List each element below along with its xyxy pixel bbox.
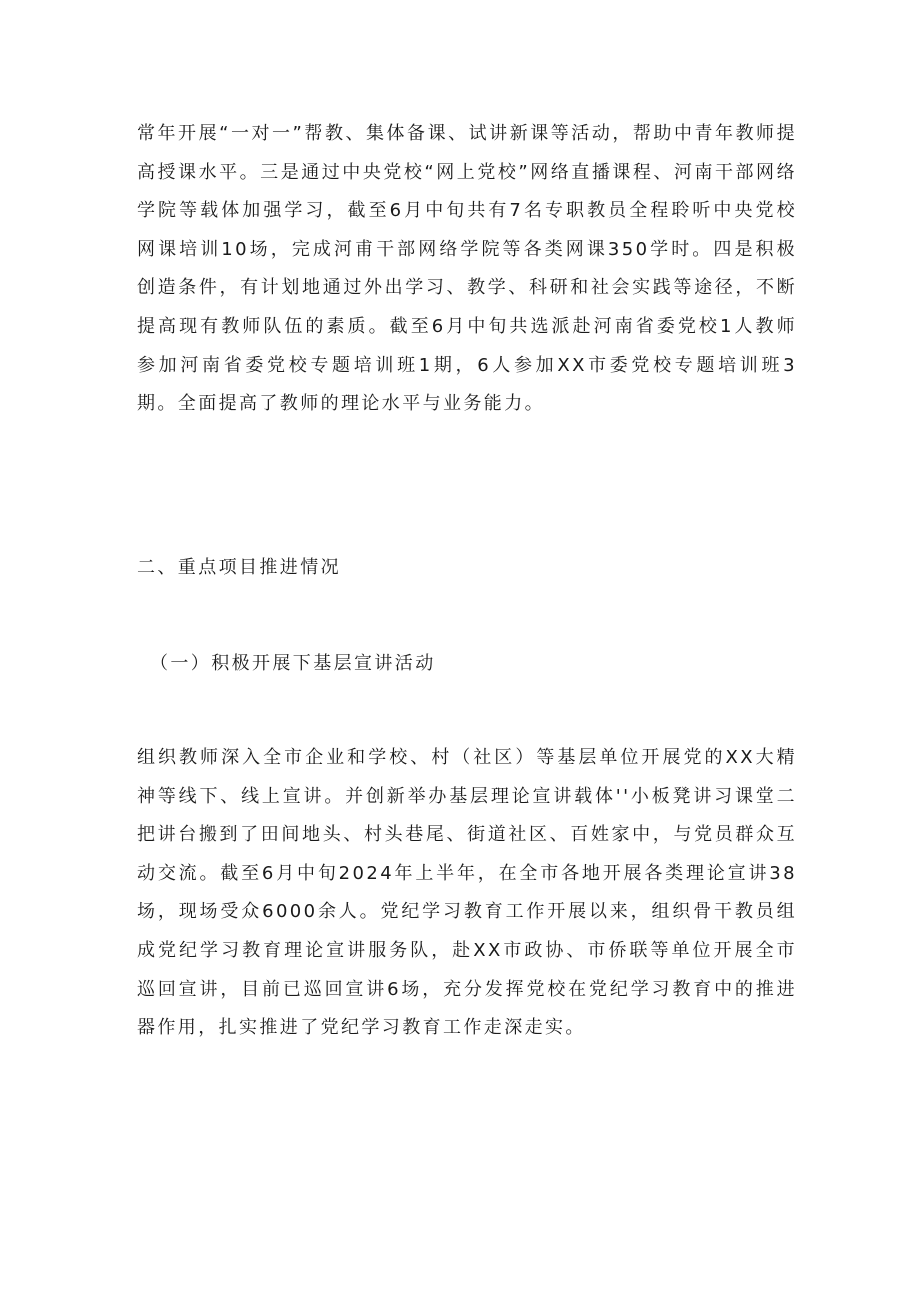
- body-paragraph-grassroots-lectures: 组织教师深入全市企业和学校、村（社区）等基层单位开展党的XX大精神等线下、线上宣讲。并创新举办基层理论宣讲载体''小板凳讲习课堂二把讲台搬到了田间地头、村头巷尾、街道社区、百姓家中，与党员群众互动交流。截至6月中旬2024年上半年，在全市各地开展各类理论宣讲38场，现场受众6000余人。党纪学习教育工作开展以来，组织骨干教员组成党纪学习教育理论宣讲服务队，赴XX市政协、市侨联等单位开展全市巡回宣讲，目前已巡回宣讲6场，充分发挥党校在党纪学习教育中的推进器作用，扎实推进了党纪学习教育工作走深走实。: [137, 747, 797, 1039]
- subsection-heading: （一）积极开展下基层宣讲活动: [150, 653, 436, 674]
- body-paragraph-teacher-training: 常年开展“一对一”帮教、集体备课、试讲新课等活动，帮助中青年教师提高授课水平。三是通过中央党校“网上党校”网络直播课程、河南干部网络学院等载体加强学习，截至6月中旬共有7名专职教员全程聆听中央党校网课培训10场，完成河甫干部网络学院等各类网课350学时。四是积极创造条件，有计划地通过外出学习、教学、科研和社会实践等途径，不断提高现有教师队伍的素质。截至6月中旬共选派赴河南省委党校1人教师参加河南省委党校专题培训班1期，6人参加XX市委党校专题培训班3期。全面提高了教师的理论水平与业务能力。: [137, 123, 797, 415]
- section-heading: 二、重点项目推进情况: [137, 557, 341, 578]
